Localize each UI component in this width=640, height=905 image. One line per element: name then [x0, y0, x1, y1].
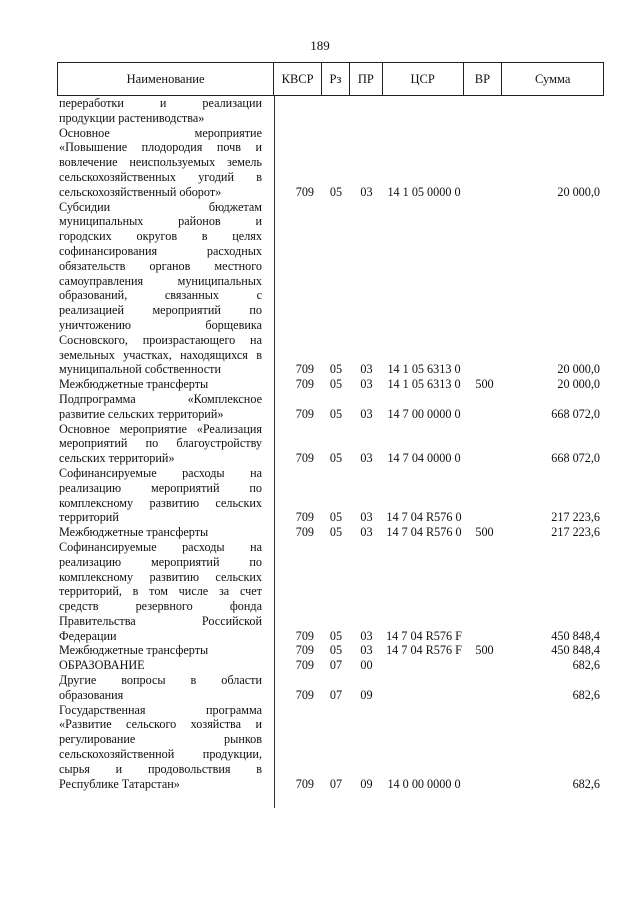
row-pr: 03 [360, 643, 373, 658]
row-name-line: сырья и продовольствия в [59, 761, 262, 776]
row-sum: 682,6 [572, 687, 600, 702]
table-row [57, 422, 604, 466]
row-sum: 682,6 [572, 776, 600, 791]
row-name-line: развитие сельских территорий» [59, 406, 224, 421]
row-vr: 500 [475, 377, 494, 392]
row-pr: 09 [360, 776, 373, 791]
row-name-line: продукции растениводства» [59, 110, 205, 125]
row-name-line: ОБРАЗОВАНИЕ [59, 658, 145, 673]
row-name [57, 643, 262, 658]
row-name-line: Софинансируемые расходы на [59, 539, 262, 554]
row-rz: 05 [329, 362, 343, 377]
row-sum: 20 000,0 [557, 362, 600, 377]
row-name-line: реализацию мероприятий по [59, 480, 262, 495]
row-name [57, 703, 262, 792]
header-csr: ЦСР [383, 63, 464, 95]
row-pr: 03 [360, 362, 373, 377]
row-vr: 500 [475, 525, 494, 540]
row-name-line: Межбюджетные трансферты [59, 377, 209, 392]
row-rz: 07 [329, 776, 343, 791]
row-kvsr: 709 [295, 451, 314, 466]
row-sum: 217 223,6 [551, 510, 600, 525]
row-name-line: Софинансируемые расходы на [59, 465, 262, 480]
row-kvsr: 709 [295, 776, 314, 791]
row-name [57, 525, 262, 540]
row-name-line: «Развитие сельского хозяйства и [59, 717, 262, 732]
row-sum: 20 000,0 [557, 377, 600, 392]
row-name-line: переработки и реализации [59, 96, 262, 110]
row-name [57, 392, 262, 422]
row-pr: 03 [360, 510, 373, 525]
row-kvsr: 709 [295, 628, 314, 643]
row-name [57, 673, 262, 703]
row-name-line: Федерации [59, 628, 117, 643]
row-name-line: сельскохозяйственной продукции, [59, 747, 262, 762]
row-csr: 14 1 05 6313 0 [387, 377, 461, 392]
row-rz: 05 [329, 628, 343, 643]
table-row [57, 126, 604, 200]
table-row [57, 643, 604, 658]
row-name-line: мероприятий по благоустройству [59, 436, 262, 451]
table-row [57, 96, 604, 126]
table-row [57, 377, 604, 392]
row-name-line: сельскохозяйственный оборот» [59, 184, 222, 199]
row-name-line: городских округов в целях [59, 229, 262, 244]
row-pr: 00 [360, 658, 373, 673]
row-rz: 05 [329, 525, 343, 540]
row-pr: 03 [360, 377, 373, 392]
row-name-line: обязательств органов местного [59, 258, 262, 273]
row-name-line: софинансирования расходных [59, 243, 262, 258]
row-name-line: Основное мероприятие [59, 125, 262, 140]
table-row [57, 392, 604, 422]
budget-table [57, 62, 604, 791]
row-kvsr: 709 [295, 687, 314, 702]
row-name-line: Республике Татарстан» [59, 776, 180, 791]
table-row [57, 540, 604, 644]
row-name-line: территорий [59, 510, 119, 525]
row-name-line: реализацией мероприятий по [59, 303, 262, 318]
table-row [57, 525, 604, 540]
row-pr: 03 [360, 628, 373, 643]
row-name-line: земельных участках, находящихся в [59, 347, 262, 362]
row-name-line: реализацию мероприятий по [59, 554, 262, 569]
row-name-line: комплексному развитию сельских [59, 569, 262, 584]
row-sum: 668 072,0 [551, 451, 600, 466]
row-name-line: Субсидии бюджетам [59, 199, 262, 214]
row-pr: 09 [360, 687, 373, 702]
row-name-line: территорий, в том числе за счет [59, 584, 262, 599]
row-csr: 14 7 04 R576 F [386, 643, 462, 658]
row-name-line: сельскохозяйственных угодий в [59, 169, 262, 184]
row-name [57, 126, 262, 200]
row-sum: 450 848,4 [551, 643, 600, 658]
row-name-line: Основное мероприятие «Реализация [59, 421, 262, 436]
row-rz: 05 [329, 377, 343, 392]
row-csr: 14 1 05 0000 0 [387, 184, 461, 199]
row-name [57, 422, 262, 466]
table-header [57, 62, 604, 96]
row-name-line: Подпрограмма «Комплексное [59, 391, 262, 406]
row-name-line: средств резервного фонда [59, 599, 262, 614]
row-csr: 14 7 04 0000 0 [387, 451, 461, 466]
row-name-line: Правительства Российской [59, 613, 262, 628]
table-row [57, 658, 604, 673]
row-csr: 14 7 04 R576 0 [386, 510, 462, 525]
row-csr: 14 7 00 0000 0 [387, 406, 461, 421]
header-rz: Рз [322, 63, 350, 95]
row-pr: 03 [360, 406, 373, 421]
row-name [57, 200, 262, 378]
column-divider [274, 96, 275, 808]
header-sum: Сумма [534, 71, 571, 86]
row-kvsr: 709 [295, 658, 314, 673]
row-rz: 05 [329, 184, 343, 199]
row-name-line: «Повышение плодородия почв и [59, 140, 262, 155]
row-sum: 450 848,4 [551, 628, 600, 643]
row-name-line: Межбюджетные трансферты [59, 643, 209, 658]
row-name [57, 466, 262, 525]
row-rz: 05 [329, 406, 343, 421]
row-kvsr: 709 [295, 525, 314, 540]
row-sum: 682,6 [572, 658, 600, 673]
row-sum: 217 223,6 [551, 525, 600, 540]
row-name [57, 658, 262, 673]
row-rz: 05 [329, 451, 343, 466]
row-kvsr: 709 [295, 184, 314, 199]
row-name [57, 96, 262, 126]
row-kvsr: 709 [295, 643, 314, 658]
row-csr: 14 7 04 R576 F [386, 628, 462, 643]
row-rz: 05 [329, 510, 343, 525]
row-kvsr: 709 [295, 510, 314, 525]
table-row [57, 673, 604, 703]
row-rz: 07 [329, 687, 343, 702]
row-name-line: муниципальных районов и [59, 214, 262, 229]
row-name-line: сельских территорий» [59, 451, 175, 466]
row-name-line: Другие вопросы в области [59, 673, 262, 688]
header-kvsr: КВСР [274, 63, 322, 95]
row-csr: 14 0 00 0000 0 [387, 776, 461, 791]
header-pr: ПР [350, 63, 383, 95]
page-number: 189 [310, 38, 330, 53]
row-name-line: Межбюджетные трансферты [59, 525, 209, 540]
row-name-line: регулирование рынков [59, 732, 262, 747]
row-name-line: образования [59, 687, 124, 702]
row-vr: 500 [475, 643, 494, 658]
header-vr: ВР [464, 63, 503, 95]
row-kvsr: 709 [295, 406, 314, 421]
row-sum: 668 072,0 [551, 406, 600, 421]
table-row [57, 703, 604, 792]
row-name-line: вовлечение неиспользуемых земель [59, 155, 262, 170]
row-name [57, 540, 262, 644]
row-pr: 03 [360, 451, 373, 466]
row-name-line: Государственная программа [59, 702, 262, 717]
row-sum: 20 000,0 [557, 184, 600, 199]
table-body [57, 96, 604, 791]
row-rz: 07 [329, 658, 343, 673]
row-name-line: самоуправления муниципальных [59, 273, 262, 288]
row-rz: 05 [329, 643, 343, 658]
row-csr: 14 1 05 6313 0 [387, 362, 461, 377]
row-name-line: муниципальной собственности [59, 362, 221, 377]
row-name-line: уничтожению борщевика [59, 317, 262, 332]
row-pr: 03 [360, 184, 373, 199]
table-row [57, 466, 604, 525]
row-name-line: Сосновского, произрастающего на [59, 332, 262, 347]
row-csr: 14 7 04 R576 0 [386, 525, 462, 540]
row-kvsr: 709 [295, 362, 314, 377]
table-row [57, 200, 604, 378]
row-name [57, 377, 262, 392]
row-name-line: комплексному развитию сельских [59, 495, 262, 510]
row-kvsr: 709 [295, 377, 314, 392]
row-name-line: образований, связанных с [59, 288, 262, 303]
header-name: Наименование [58, 63, 274, 95]
row-pr: 03 [360, 525, 373, 540]
